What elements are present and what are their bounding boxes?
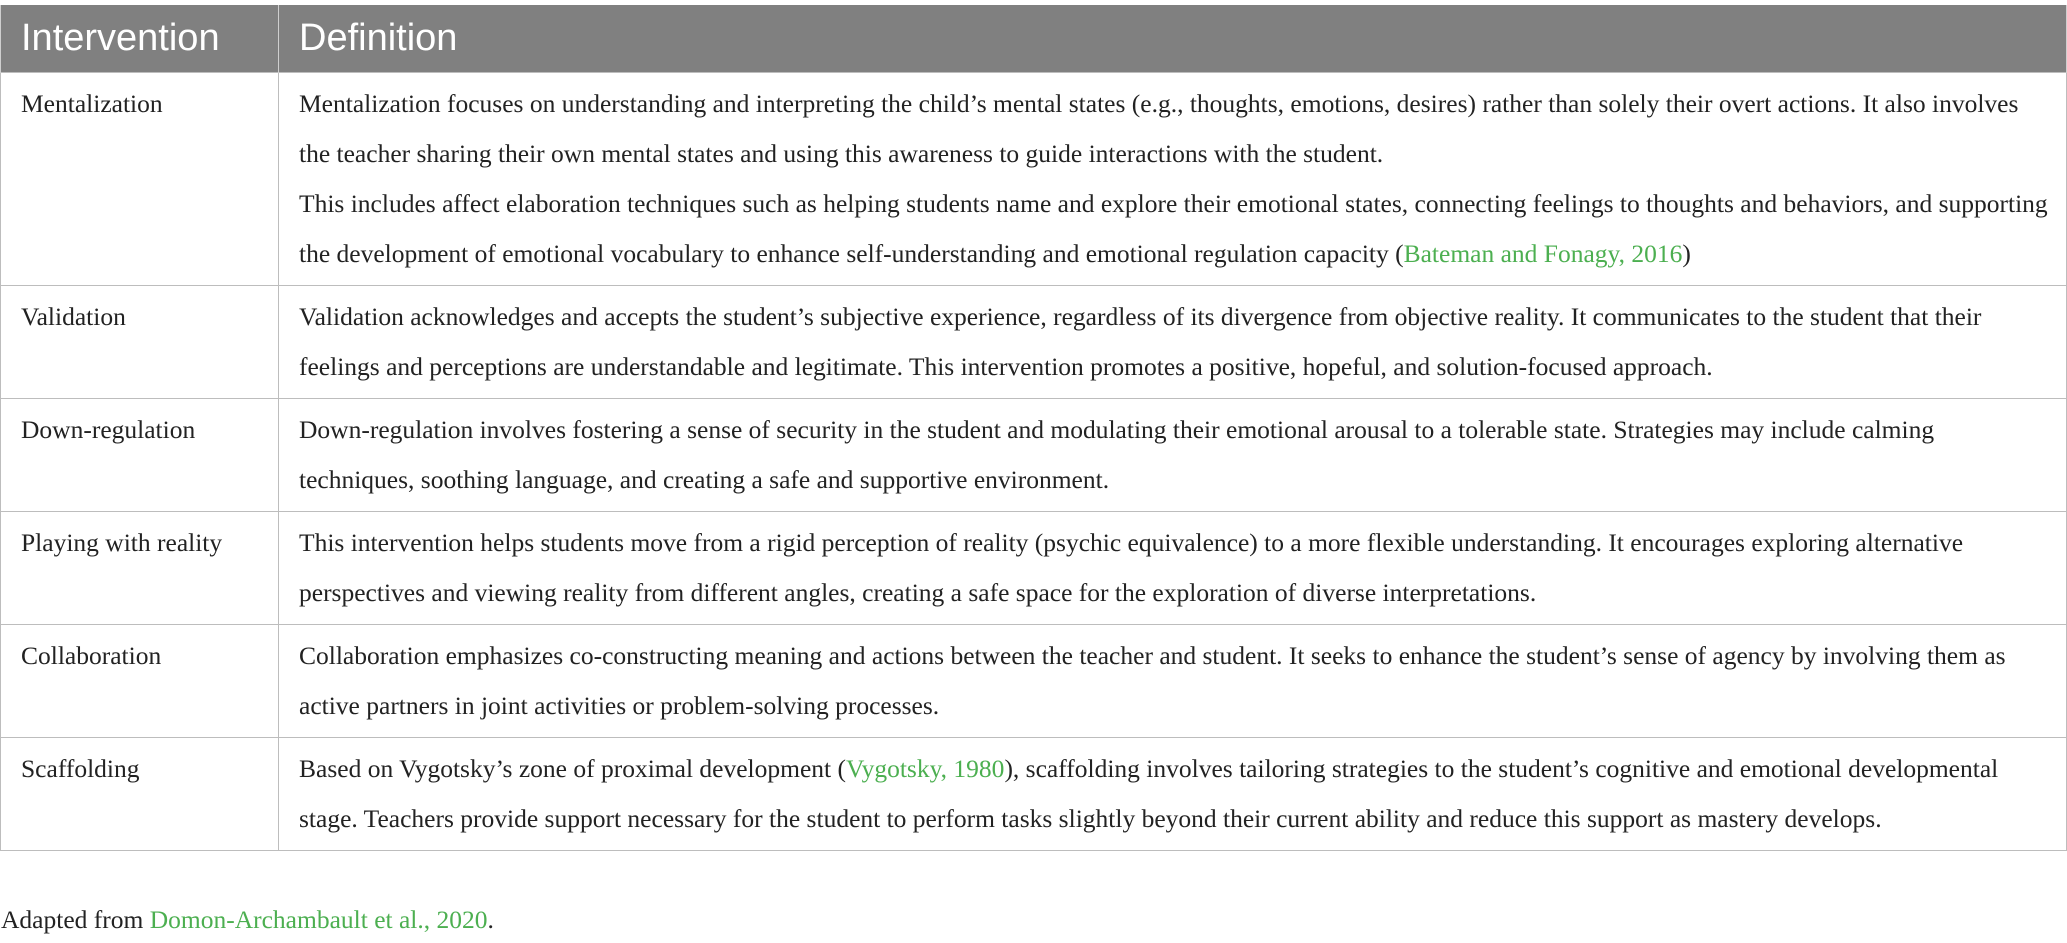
definition-paragraph: Collaboration emphasizes co-constructing meaning and actions between the teacher and student. It seeks to enhance the student’s sense of agency by involving them as active partners in joint activities or problem-solving processes.: [299, 641, 2006, 720]
table-row: [1, 73, 2067, 286]
definition-paragraph: [299, 179, 2048, 279]
row-definition: [279, 73, 2067, 286]
table-footnote: [1, 903, 494, 937]
interventions-table: [0, 5, 2067, 851]
definition-paragraph: [299, 744, 2048, 844]
definition-paragraph: Down-regulation involves fostering a sense of security in the student and modulating their emotional arousal to a tolerable state. Strategies may include calming techniques, soothing language, and creating a safe and supportive environment.: [299, 415, 1935, 494]
citation-link[interactable]: Bateman and Fonagy, 2016: [1403, 239, 1683, 268]
row-term: Validation: [1, 286, 279, 399]
row-term: Playing with reality: [1, 512, 279, 625]
paragraph-text: This includes affect elaboration techniques such as helping students name and explore their emotional states, connecting feelings to thoughts and behaviors, and supporting the development of emotional vocabulary to enhance self-understanding and emotional regulation capacity (: [299, 189, 2048, 268]
row-definition: [279, 512, 2067, 625]
row-definition: [279, 286, 2067, 399]
table-row: [1, 286, 2067, 399]
definition-paragraph: Mentalization focuses on understanding and interpreting the child’s mental states (e.g., thoughts, emotions, desires) rather than solely their overt actions. It also involves the teacher sharing their own mental states and using this awareness to guide interactions with the student.: [299, 89, 2019, 168]
table-row: [1, 399, 2067, 512]
definition-paragraph: Validation acknowledges and accepts the student’s subjective experience, regardless of its divergence from objective reality. It communicates to the student that their feelings and perceptions are understandable and legitimate. This intervention promotes a positive, hopeful, and solution-focused approach.: [299, 302, 1982, 381]
footnote-text: .: [487, 905, 494, 934]
paragraph-text: ), scaffolding involves tailoring strategies to the student’s cognitive and emotional developmental stage. Teachers provide support necessary for the student to perform tasks slightly beyond their current ability and reduce this support as mastery develops.: [299, 754, 1999, 833]
row-term: Collaboration: [1, 625, 279, 738]
row-definition: [279, 738, 2067, 851]
paragraph-text: Based on Vygotsky’s zone of proximal development (: [299, 754, 846, 783]
table-row: [1, 738, 2067, 851]
table-header-row: [1, 5, 2067, 73]
row-definition: [279, 625, 2067, 738]
row-term: Mentalization: [1, 73, 279, 286]
row-term: Scaffolding: [1, 738, 279, 851]
header-definition: Definition: [279, 5, 2067, 73]
header-intervention: Intervention: [1, 5, 279, 73]
interventions-table-container: [0, 5, 2067, 851]
citation-link[interactable]: Vygotsky, 1980: [845, 754, 1005, 783]
footnote-text: Adapted from: [1, 905, 150, 934]
row-term: Down-regulation: [1, 399, 279, 512]
citation-link[interactable]: Domon-Archambault et al., 2020: [149, 905, 488, 934]
table-row: [1, 625, 2067, 738]
row-definition: [279, 399, 2067, 512]
definition-paragraph: This intervention helps students move from a rigid perception of reality (psychic equivalence) to a more flexible understanding. It encourages exploring alternative perspectives and viewing reality from different angles, creating a safe space for the exploration of diverse interpretations.: [299, 528, 1964, 607]
paragraph-text: ): [1682, 239, 1691, 268]
table-row: [1, 512, 2067, 625]
